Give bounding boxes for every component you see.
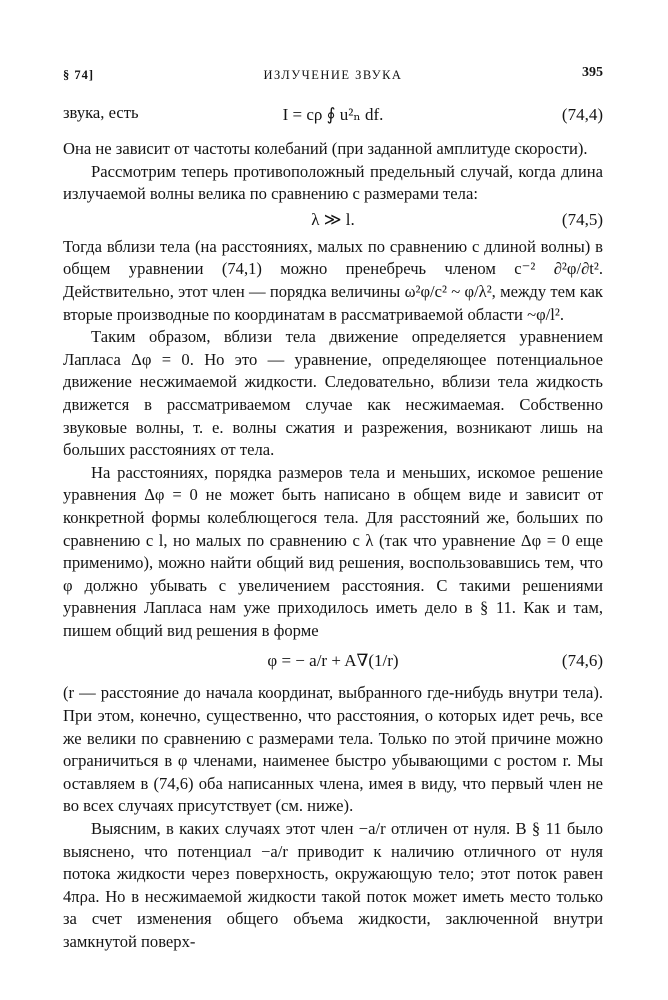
- equation-74-4: I = cρ ∮ u²ₙ df.: [282, 105, 384, 124]
- equation-number-74-4: (74,4): [561, 105, 603, 124]
- section-reference: § 74]: [63, 68, 95, 82]
- paragraph-7: Выясним, в каких случаях этот член −a/r отличен от нуля. В § 11 было выяснено, что потенциал −a/r приводит к наличию отличного от нуля потока жидкости через поверхность, окружающую тело; этот поток равен 4πρa. Но в несжимаемой жидкости такой поток может иметь место только за счет изменения общего объема жидкости, заключенной внутри замкнутой поверх-: [63, 819, 603, 951]
- page-number: 395: [582, 65, 603, 80]
- paragraph-1: Она не зависит от частоты колебаний (при заданной амплитуде скорости).: [63, 139, 588, 158]
- equation-74-6: φ = − a/r + A∇(1/r): [267, 651, 399, 671]
- equation-74-6-row: [63, 642, 603, 682]
- equation-74-5: λ ≫ l.: [311, 209, 355, 229]
- running-title: ИЗЛУЧЕНИЕ ЗВУКА: [263, 68, 403, 82]
- equation-74-5-row: [63, 206, 603, 236]
- paragraph-3: Тогда вблизи тела (на расстояниях, малых по сравнению с длиной волны) в общем уравнении (74,1) можно пренебречь членом c⁻² ∂²φ/∂t². Действительно, этот член — порядка величины ω²φ/c² ~ φ/λ², между тем как вторые производные по координатам в рассматриваемой области ~φ/l².: [63, 236, 603, 324]
- paragraph-4: Таким образом, вблизи тела движение определяется уравнением Лапласа Δφ = 0. Но это — уравнение, определяющее потенциальное движение несжимаемой жидкости. Следовательно, вблизи тела жидкость движется в рассматриваемом случае как несжимаемая. Собственно звуковые волны, т. е. волны сжатия и разрежения, возникают лишь на больших расстояниях от тела.: [63, 327, 603, 460]
- equation-74-4-row: [63, 100, 603, 134]
- equation-number-74-6: (74,6): [561, 651, 603, 671]
- book-page: [63, 60, 603, 954]
- paragraph-6: (r — расстояние до начала координат, выбранного где-нибудь внутри тела). При этом, конечно, существенно, что расстояния, о которых идет речь, все же велики по сравнению с размерами тела. Только по этой причине можно ограничиться в φ членами, наименее быстро убывающими с ростом r. Мы оставляем в (74,6) оба написанных члена, имея в виду, что первый член не во всех случаях присутствует (см. ниже).: [63, 683, 603, 816]
- paragraph-2: Рассмотрим теперь противоположный предельный случай, когда длина излучаемой волны велика по сравнению с размерами тела:: [63, 161, 603, 204]
- running-header: [63, 60, 603, 84]
- paragraph-lead: звука, есть: [63, 103, 139, 122]
- paragraph-5: На расстояниях, порядка размеров тела и меньших, искомое решение уравнения Δφ = 0 не может быть написано в общем виде и зависит от конкретной формы колеблющегося тела. Для расстояний же, больших по сравнению с l, но малых по сравнению с λ (так что уравнение Δφ = 0 еще применимо), можно найти общий вид решения, воспользовавшись тем, что φ должно убывать с увеличением расстояния. С такими решениями уравнения Лапласа нам уже приходилось иметь дело в § 11. Как и там, пишем общий вид решения в форме: [63, 462, 603, 640]
- equation-number-74-5: (74,5): [561, 209, 603, 229]
